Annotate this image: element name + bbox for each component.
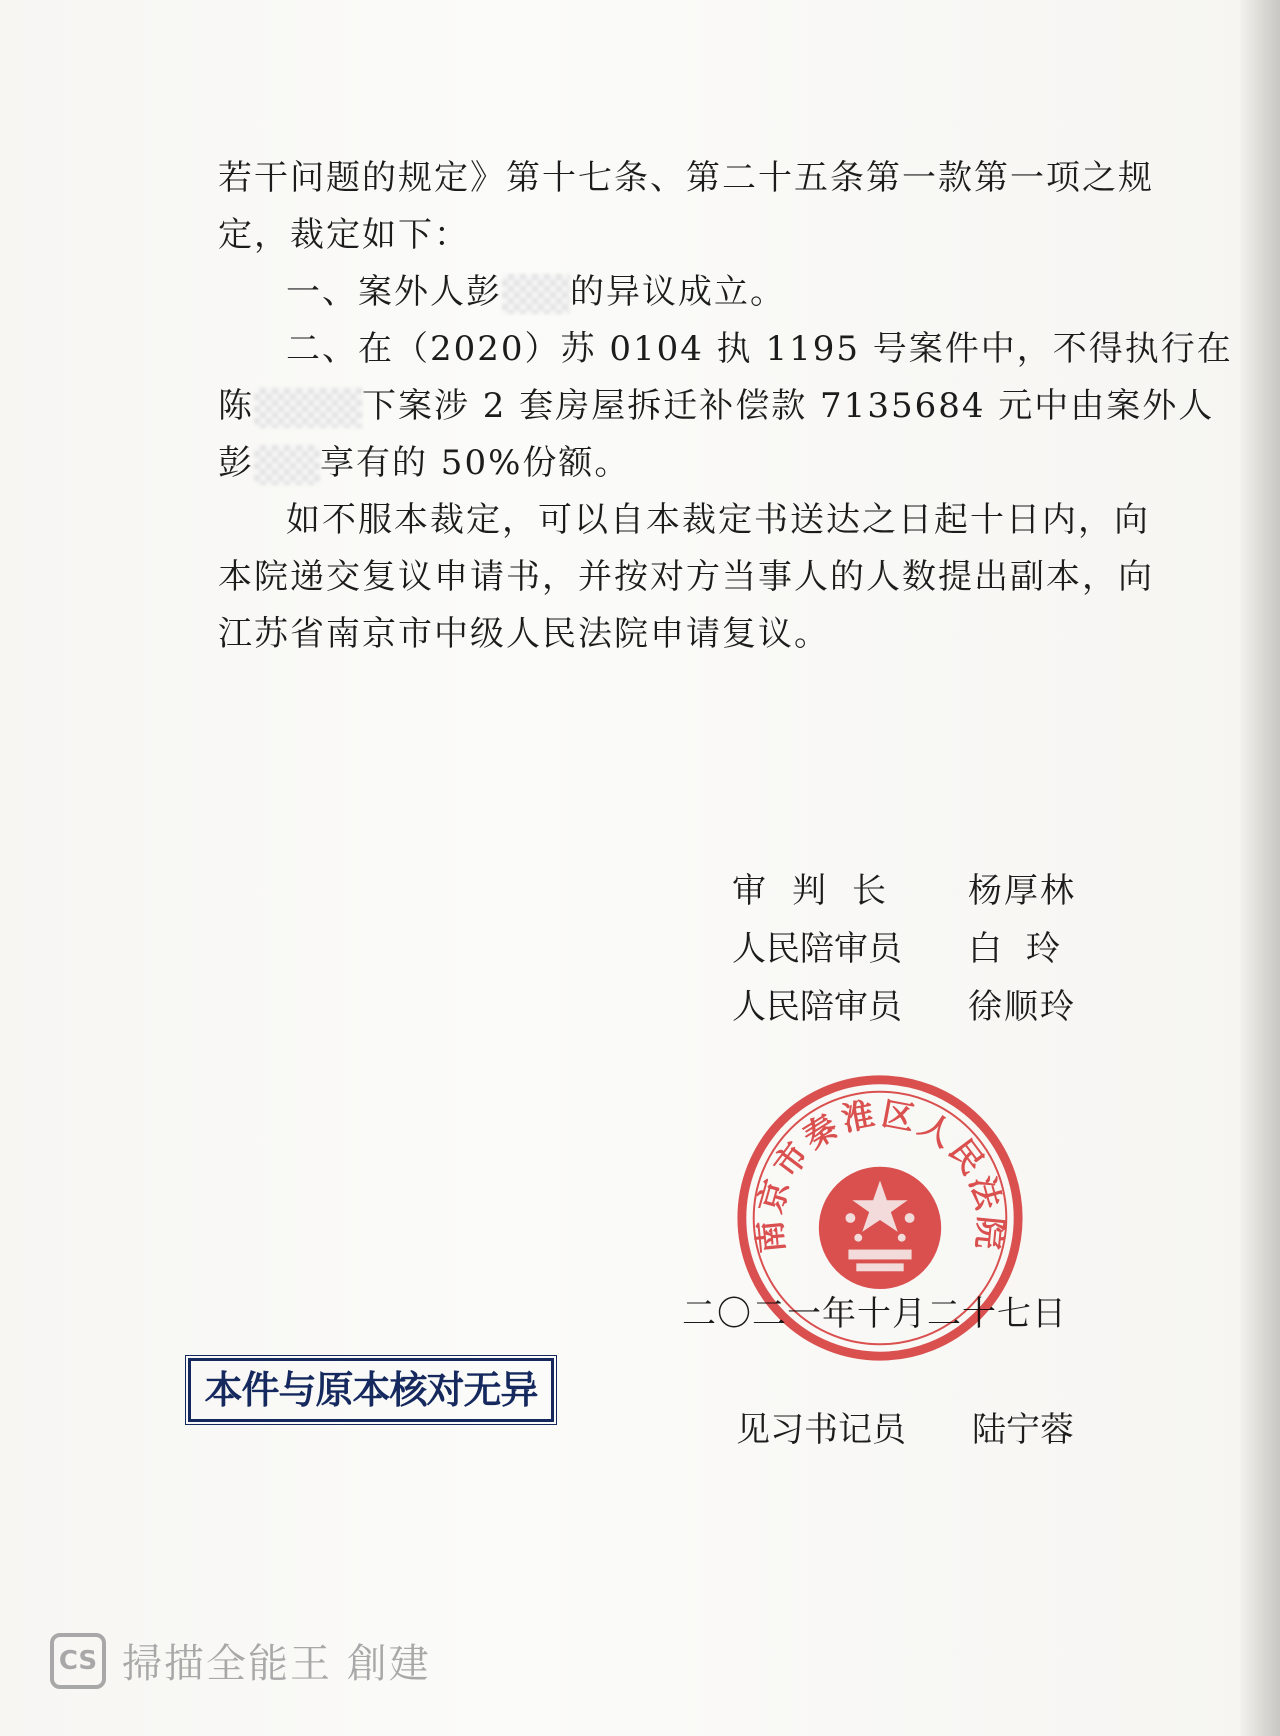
camscanner-logo-icon: CS <box>50 1633 106 1689</box>
text-segment: 下案涉 2 套房屋拆迁补偿款 7135684 元中由案外人 <box>362 386 1215 426</box>
text-line: 定，裁定如下： <box>218 215 470 255</box>
signature-row <box>732 920 1084 978</box>
text-line: 如不服本裁定，可以自本裁定书送达之日起十日内，向 <box>286 500 1150 540</box>
text-segment: 的异议成立。 <box>570 272 786 312</box>
text-segment: 享有的 50%份额。 <box>320 443 631 483</box>
scanner-watermark <box>50 1632 431 1689</box>
paragraph-line <box>218 378 1215 435</box>
text-segment: 彭 <box>218 443 254 483</box>
signature-block <box>732 862 1084 1036</box>
text-segment: 陈 <box>218 386 254 426</box>
text-line: 若干问题的规定》第十七条、第二十五条第一款第一项之规 <box>218 158 1154 198</box>
redacted-name <box>254 445 320 485</box>
signature-row <box>732 978 1084 1036</box>
signature-name: 徐顺玲 <box>968 987 1076 1027</box>
certification-stamp: 本件与原本核对无异 <box>188 1358 554 1422</box>
text-line: 本院递交复议申请书，并按对方当事人的人数提出副本，向 <box>218 557 1154 597</box>
text-line: 江苏省南京市中级人民法院申请复议。 <box>218 614 830 654</box>
text-segment: 二、在（2020）苏 0104 执 1195 号案件中，不得执行在 <box>286 329 1233 369</box>
paragraph-line <box>218 549 1154 606</box>
clerk-name: 陆宁蓉 <box>972 1410 1074 1450</box>
clerk-role: 见习书记员 <box>736 1410 906 1450</box>
paragraph-line <box>218 150 1154 207</box>
paragraph-line <box>218 207 1136 264</box>
appeal-notice <box>218 492 1150 549</box>
clerk-signature <box>736 1402 1074 1451</box>
signature-role: 人民陪审员 <box>732 987 902 1027</box>
paragraph-line <box>218 435 1136 492</box>
paragraph-line <box>218 606 1136 663</box>
ruling-date: 二〇二一年十月二十七日 <box>682 1294 1067 1334</box>
redacted-name <box>502 274 570 314</box>
text-segment: 一、案外人彭 <box>286 272 502 312</box>
signature-name: 白玲 <box>968 929 1084 969</box>
signature-name: 杨厚林 <box>968 871 1076 911</box>
page-edge-shadow <box>1240 0 1280 1736</box>
ruling-body <box>218 150 1233 663</box>
signature-row <box>732 862 1084 920</box>
watermark-text: 掃描全能王 創建 <box>122 1641 431 1687</box>
court-seal-stamp <box>732 1070 1028 1366</box>
signature-role: 人民陪审员 <box>732 929 902 969</box>
seal-text: 南京市秦淮区人民法院 <box>750 1094 1010 1255</box>
signature-role: 审判长 <box>732 871 912 911</box>
ruling-item-1 <box>218 264 1136 321</box>
redacted-name <box>254 388 362 428</box>
ruling-item-2 <box>218 321 1233 378</box>
